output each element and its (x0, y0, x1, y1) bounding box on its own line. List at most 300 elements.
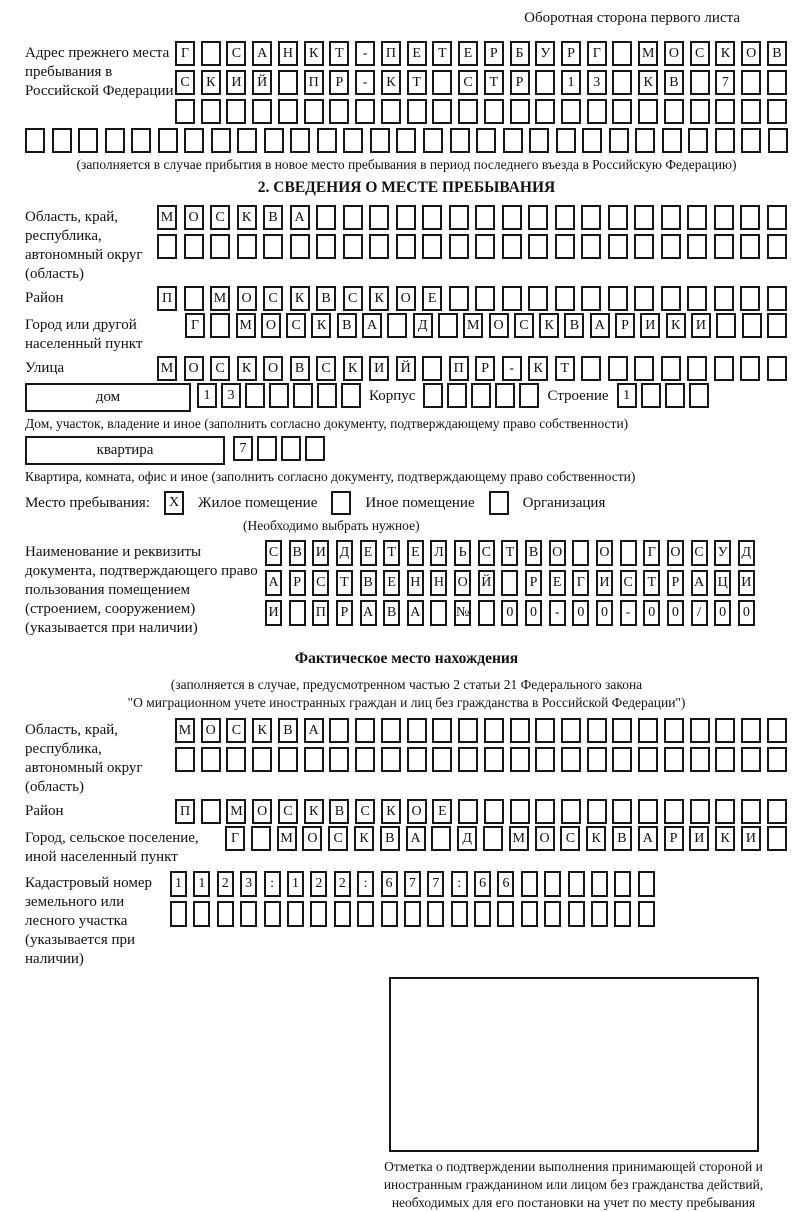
char-cell[interactable]: Т (643, 570, 660, 596)
char-cell[interactable]: Р (525, 570, 542, 596)
char-cell[interactable]: Н (278, 41, 298, 66)
apartment-type-box[interactable]: квартира (25, 436, 225, 465)
char-cell[interactable]: И (369, 356, 389, 381)
char-cell[interactable] (484, 718, 504, 743)
char-cell[interactable] (475, 205, 495, 230)
char-cell[interactable] (131, 128, 151, 153)
char-cell[interactable] (714, 356, 734, 381)
char-cell[interactable] (741, 99, 761, 124)
char-cell[interactable] (587, 718, 607, 743)
prev-address-row-2[interactable] (175, 70, 787, 95)
char-cell[interactable]: Р (561, 41, 581, 66)
char-cell[interactable] (612, 99, 632, 124)
char-cell[interactable]: У (535, 41, 555, 66)
char-cell[interactable] (620, 540, 637, 566)
char-cell[interactable]: О (302, 826, 322, 851)
char-cell[interactable] (768, 128, 788, 153)
char-cell[interactable]: П (304, 70, 324, 95)
char-cell[interactable] (78, 128, 98, 153)
char-cell[interactable] (252, 99, 272, 124)
char-cell[interactable] (422, 234, 442, 259)
char-cell[interactable] (535, 747, 555, 772)
char-cell[interactable] (432, 70, 452, 95)
char-cell[interactable] (612, 799, 632, 824)
char-cell[interactable] (278, 747, 298, 772)
char-cell[interactable]: М (509, 826, 529, 851)
char-cell[interactable]: Ь (454, 540, 471, 566)
char-cell[interactable] (431, 826, 451, 851)
char-cell[interactable] (635, 128, 655, 153)
stroenie-cells[interactable] (617, 383, 709, 408)
char-cell[interactable] (519, 383, 539, 408)
char-cell[interactable] (316, 234, 336, 259)
char-cell[interactable] (741, 799, 761, 824)
char-cell[interactable]: Е (432, 799, 452, 824)
char-cell[interactable] (767, 356, 787, 381)
char-cell[interactable]: К (586, 826, 606, 851)
char-cell[interactable] (293, 383, 313, 408)
char-cell[interactable]: В (337, 313, 357, 338)
char-cell[interactable] (661, 356, 681, 381)
char-cell[interactable] (105, 128, 125, 153)
char-cell[interactable]: / (691, 600, 708, 626)
char-cell[interactable]: К (343, 356, 363, 381)
char-cell[interactable] (612, 70, 632, 95)
char-cell[interactable] (568, 901, 585, 927)
char-cell[interactable] (438, 313, 458, 338)
char-cell[interactable] (715, 799, 735, 824)
char-cell[interactable]: М (157, 356, 177, 381)
char-cell[interactable]: А (290, 205, 310, 230)
char-cell[interactable]: К (201, 70, 221, 95)
char-cell[interactable]: И (312, 540, 329, 566)
char-cell[interactable]: С (286, 313, 306, 338)
char-cell[interactable]: П (312, 600, 329, 626)
char-cell[interactable] (555, 286, 575, 311)
char-cell[interactable] (423, 383, 443, 408)
char-cell[interactable]: Т (383, 540, 400, 566)
char-cell[interactable] (608, 356, 628, 381)
char-cell[interactable]: И (689, 826, 709, 851)
char-cell[interactable] (608, 286, 628, 311)
char-cell[interactable] (661, 205, 681, 230)
char-cell[interactable]: В (290, 356, 310, 381)
char-cell[interactable]: И (596, 570, 613, 596)
char-cell[interactable]: В (360, 570, 377, 596)
char-cell[interactable]: 2 (334, 871, 351, 897)
char-cell[interactable]: М (157, 205, 177, 230)
char-cell[interactable] (278, 70, 298, 95)
char-cell[interactable]: 0 (525, 600, 542, 626)
char-cell[interactable] (343, 205, 363, 230)
char-cell[interactable]: И (738, 570, 755, 596)
char-cell[interactable] (591, 901, 608, 927)
char-cell[interactable]: К (528, 356, 548, 381)
char-cell[interactable] (240, 901, 257, 927)
char-cell[interactable] (587, 99, 607, 124)
char-cell[interactable] (432, 99, 452, 124)
char-cell[interactable] (715, 718, 735, 743)
char-cell[interactable] (387, 313, 407, 338)
char-cell[interactable]: С (620, 570, 637, 596)
char-cell[interactable]: В (263, 205, 283, 230)
char-cell[interactable] (381, 99, 401, 124)
char-cell[interactable] (664, 718, 684, 743)
char-cell[interactable]: И (226, 70, 246, 95)
char-cell[interactable] (661, 286, 681, 311)
char-cell[interactable]: 0 (714, 600, 731, 626)
char-cell[interactable]: 7 (404, 871, 421, 897)
char-cell[interactable] (430, 600, 447, 626)
char-cell[interactable] (432, 747, 452, 772)
char-cell[interactable]: Р (615, 313, 635, 338)
char-cell[interactable]: Т (329, 41, 349, 66)
char-cell[interactable]: А (638, 826, 658, 851)
organization-checkbox[interactable] (489, 491, 509, 515)
char-cell[interactable] (742, 313, 762, 338)
char-cell[interactable]: В (664, 70, 684, 95)
char-cell[interactable] (638, 871, 655, 897)
char-cell[interactable]: А (252, 41, 272, 66)
char-cell[interactable]: Т (432, 41, 452, 66)
char-cell[interactable]: Д (457, 826, 477, 851)
char-cell[interactable]: 6 (381, 871, 398, 897)
char-cell[interactable] (158, 128, 178, 153)
char-cell[interactable]: 0 (667, 600, 684, 626)
char-cell[interactable] (510, 718, 530, 743)
char-cell[interactable]: Г (587, 41, 607, 66)
char-cell[interactable] (535, 70, 555, 95)
char-cell[interactable] (407, 99, 427, 124)
char-cell[interactable] (740, 286, 760, 311)
char-cell[interactable] (612, 718, 632, 743)
char-cell[interactable] (510, 799, 530, 824)
char-cell[interactable] (175, 747, 195, 772)
char-cell[interactable] (157, 234, 177, 259)
char-cell[interactable]: Е (407, 41, 427, 66)
char-cell[interactable]: - (355, 70, 375, 95)
char-cell[interactable] (381, 718, 401, 743)
char-cell[interactable]: В (564, 313, 584, 338)
char-cell[interactable]: 1 (617, 383, 637, 408)
char-cell[interactable] (741, 70, 761, 95)
char-cell[interactable]: С (265, 540, 282, 566)
char-cell[interactable] (690, 799, 710, 824)
char-cell[interactable] (612, 747, 632, 772)
char-cell[interactable] (226, 99, 246, 124)
char-cell[interactable]: С (226, 41, 246, 66)
char-cell[interactable] (210, 313, 230, 338)
char-cell[interactable] (740, 205, 760, 230)
char-cell[interactable] (715, 747, 735, 772)
char-cell[interactable]: М (210, 286, 230, 311)
char-cell[interactable] (329, 718, 349, 743)
char-cell[interactable] (544, 901, 561, 927)
char-cell[interactable] (503, 128, 523, 153)
char-cell[interactable]: 1 (287, 871, 304, 897)
char-cell[interactable]: 2 (310, 871, 327, 897)
char-cell[interactable] (475, 234, 495, 259)
char-cell[interactable] (483, 826, 503, 851)
char-cell[interactable] (716, 313, 736, 338)
char-cell[interactable]: О (184, 356, 204, 381)
char-cell[interactable] (528, 205, 548, 230)
char-cell[interactable] (555, 205, 575, 230)
char-cell[interactable]: 1 (197, 383, 217, 408)
oblast-row-2[interactable] (157, 234, 787, 259)
char-cell[interactable] (502, 286, 522, 311)
char-cell[interactable]: Г (225, 826, 245, 851)
char-cell[interactable] (502, 205, 522, 230)
char-cell[interactable] (687, 234, 707, 259)
char-cell[interactable] (237, 128, 257, 153)
char-cell[interactable]: Г (185, 313, 205, 338)
char-cell[interactable]: Д (738, 540, 755, 566)
char-cell[interactable]: О (741, 41, 761, 66)
char-cell[interactable] (369, 234, 389, 259)
char-cell[interactable]: М (236, 313, 256, 338)
char-cell[interactable] (381, 747, 401, 772)
char-cell[interactable]: К (237, 205, 257, 230)
char-cell[interactable] (495, 383, 515, 408)
char-cell[interactable] (210, 234, 230, 259)
char-cell[interactable] (407, 747, 427, 772)
char-cell[interactable]: П (449, 356, 469, 381)
char-cell[interactable]: 7 (233, 436, 253, 461)
char-cell[interactable] (528, 286, 548, 311)
char-cell[interactable]: О (237, 286, 257, 311)
char-cell[interactable] (369, 205, 389, 230)
char-cell[interactable] (687, 356, 707, 381)
char-cell[interactable] (304, 99, 324, 124)
char-cell[interactable] (638, 799, 658, 824)
char-cell[interactable]: О (201, 718, 221, 743)
char-cell[interactable]: С (312, 570, 329, 596)
char-cell[interactable] (501, 570, 518, 596)
char-cell[interactable] (767, 70, 787, 95)
char-cell[interactable] (193, 901, 210, 927)
char-cell[interactable]: И (640, 313, 660, 338)
prev-address-row-3[interactable] (175, 99, 787, 124)
char-cell[interactable]: С (316, 356, 336, 381)
char-cell[interactable]: С (278, 799, 298, 824)
char-cell[interactable] (287, 901, 304, 927)
char-cell[interactable]: 3 (221, 383, 241, 408)
char-cell[interactable]: 0 (501, 600, 518, 626)
char-cell[interactable]: 3 (587, 70, 607, 95)
char-cell[interactable] (305, 436, 325, 461)
char-cell[interactable]: О (261, 313, 281, 338)
char-cell[interactable] (521, 871, 538, 897)
char-cell[interactable]: К (252, 718, 272, 743)
char-cell[interactable]: К (381, 70, 401, 95)
char-cell[interactable]: В (289, 540, 306, 566)
char-cell[interactable]: : (264, 871, 281, 897)
rayon-row[interactable] (157, 286, 787, 311)
char-cell[interactable]: О (535, 826, 555, 851)
char-cell[interactable]: М (175, 718, 195, 743)
char-cell[interactable] (396, 205, 416, 230)
char-cell[interactable] (608, 205, 628, 230)
char-cell[interactable] (608, 234, 628, 259)
char-cell[interactable]: О (454, 570, 471, 596)
char-cell[interactable] (767, 234, 787, 259)
char-cell[interactable] (484, 99, 504, 124)
char-cell[interactable] (767, 799, 787, 824)
char-cell[interactable] (561, 718, 581, 743)
char-cell[interactable] (688, 128, 708, 153)
char-cell[interactable] (449, 205, 469, 230)
char-cell[interactable]: : (357, 871, 374, 897)
char-cell[interactable] (237, 234, 257, 259)
char-cell[interactable]: Г (643, 540, 660, 566)
prev-address-row-1[interactable] (175, 41, 787, 66)
char-cell[interactable] (767, 826, 787, 851)
residential-checkbox[interactable]: X (164, 491, 184, 515)
char-cell[interactable] (184, 234, 204, 259)
char-cell[interactable]: Н (407, 570, 424, 596)
char-cell[interactable] (638, 747, 658, 772)
char-cell[interactable] (690, 70, 710, 95)
document-row-2[interactable] (265, 570, 755, 596)
char-cell[interactable]: 6 (497, 871, 514, 897)
char-cell[interactable] (447, 383, 467, 408)
char-cell[interactable] (52, 128, 72, 153)
char-cell[interactable]: С (458, 70, 478, 95)
char-cell[interactable] (740, 234, 760, 259)
char-cell[interactable] (582, 128, 602, 153)
char-cell[interactable]: С (226, 718, 246, 743)
char-cell[interactable] (471, 383, 491, 408)
char-cell[interactable]: Е (422, 286, 442, 311)
char-cell[interactable] (396, 128, 416, 153)
char-cell[interactable] (310, 901, 327, 927)
char-cell[interactable] (407, 718, 427, 743)
korpus-cells[interactable] (423, 383, 539, 408)
char-cell[interactable] (662, 128, 682, 153)
char-cell[interactable] (251, 826, 271, 851)
char-cell[interactable] (201, 799, 221, 824)
char-cell[interactable]: В (383, 600, 400, 626)
char-cell[interactable]: 3 (240, 871, 257, 897)
char-cell[interactable]: Й (396, 356, 416, 381)
char-cell[interactable] (423, 128, 443, 153)
char-cell[interactable] (341, 383, 361, 408)
char-cell[interactable] (556, 128, 576, 153)
char-cell[interactable]: 1 (193, 871, 210, 897)
char-cell[interactable] (170, 901, 187, 927)
char-cell[interactable] (714, 234, 734, 259)
char-cell[interactable] (529, 128, 549, 153)
char-cell[interactable] (404, 901, 421, 927)
char-cell[interactable]: Е (407, 540, 424, 566)
char-cell[interactable] (427, 901, 444, 927)
char-cell[interactable]: К (304, 799, 324, 824)
char-cell[interactable] (535, 99, 555, 124)
char-cell[interactable] (290, 128, 310, 153)
char-cell[interactable] (664, 99, 684, 124)
char-cell[interactable] (264, 128, 284, 153)
char-cell[interactable]: У (714, 540, 731, 566)
char-cell[interactable]: С (514, 313, 534, 338)
char-cell[interactable]: С (175, 70, 195, 95)
char-cell[interactable] (638, 99, 658, 124)
char-cell[interactable] (689, 383, 709, 408)
char-cell[interactable]: И (741, 826, 761, 851)
char-cell[interactable] (687, 286, 707, 311)
char-cell[interactable] (612, 41, 632, 66)
char-cell[interactable] (355, 747, 375, 772)
street-row[interactable] (157, 356, 787, 381)
char-cell[interactable] (767, 99, 787, 124)
char-cell[interactable]: - (620, 600, 637, 626)
char-cell[interactable] (317, 128, 337, 153)
char-cell[interactable] (572, 540, 589, 566)
char-cell[interactable]: М (226, 799, 246, 824)
char-cell[interactable] (767, 286, 787, 311)
char-cell[interactable] (422, 205, 442, 230)
char-cell[interactable] (184, 128, 204, 153)
char-cell[interactable] (634, 234, 654, 259)
char-cell[interactable] (357, 901, 374, 927)
char-cell[interactable] (591, 871, 608, 897)
char-cell[interactable]: К (237, 356, 257, 381)
char-cell[interactable] (581, 234, 601, 259)
char-cell[interactable]: - (355, 41, 375, 66)
char-cell[interactable] (451, 901, 468, 927)
char-cell[interactable] (25, 128, 45, 153)
char-cell[interactable]: Р (664, 826, 684, 851)
char-cell[interactable]: С (263, 286, 283, 311)
char-cell[interactable] (290, 234, 310, 259)
char-cell[interactable]: Т (407, 70, 427, 95)
char-cell[interactable]: Д (336, 540, 353, 566)
char-cell[interactable] (422, 356, 442, 381)
char-cell[interactable] (334, 901, 351, 927)
fact-oblast-row-1[interactable] (175, 718, 787, 743)
char-cell[interactable] (449, 234, 469, 259)
char-cell[interactable] (741, 718, 761, 743)
char-cell[interactable] (561, 799, 581, 824)
char-cell[interactable] (355, 99, 375, 124)
char-cell[interactable]: Е (383, 570, 400, 596)
char-cell[interactable]: 1 (170, 871, 187, 897)
char-cell[interactable]: Ц (714, 570, 731, 596)
char-cell[interactable]: Е (360, 540, 377, 566)
char-cell[interactable]: В (767, 41, 787, 66)
char-cell[interactable]: Р (484, 41, 504, 66)
char-cell[interactable]: К (304, 41, 324, 66)
cadastre-row-2[interactable] (170, 901, 655, 927)
char-cell[interactable] (484, 799, 504, 824)
char-cell[interactable] (355, 718, 375, 743)
char-cell[interactable] (741, 128, 761, 153)
char-cell[interactable] (690, 99, 710, 124)
oblast-row-1[interactable] (157, 205, 787, 230)
char-cell[interactable] (257, 436, 277, 461)
char-cell[interactable]: О (664, 41, 684, 66)
char-cell[interactable] (528, 234, 548, 259)
char-cell[interactable]: К (311, 313, 331, 338)
char-cell[interactable]: № (454, 600, 471, 626)
char-cell[interactable]: Й (478, 570, 495, 596)
fact-oblast-row-2[interactable] (175, 747, 787, 772)
char-cell[interactable]: О (252, 799, 272, 824)
char-cell[interactable]: Г (175, 41, 195, 66)
char-cell[interactable] (226, 747, 246, 772)
char-cell[interactable] (641, 383, 661, 408)
char-cell[interactable] (510, 99, 530, 124)
